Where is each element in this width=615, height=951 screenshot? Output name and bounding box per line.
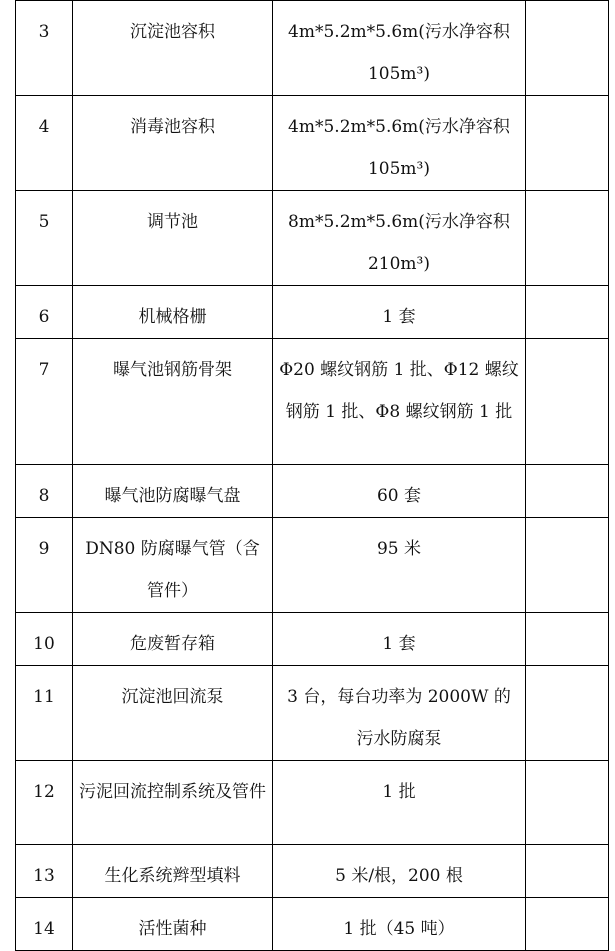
item-name: 危废暂存箱	[73, 613, 273, 666]
row-number: 6	[16, 286, 73, 339]
item-note	[526, 613, 609, 666]
row-number: 7	[16, 339, 73, 465]
item-name: 沉淀池回流泵	[73, 666, 273, 761]
item-note	[526, 666, 609, 761]
item-name: 生化系统辫型填料	[73, 845, 273, 898]
item-name: 沉淀池容积	[73, 1, 273, 96]
item-name: 活性菌种	[73, 898, 273, 951]
table-row	[16, 845, 609, 898]
table-row	[16, 286, 609, 339]
row-number: 10	[16, 613, 73, 666]
item-name: 消毒池容积	[73, 96, 273, 191]
table-row	[16, 761, 609, 845]
item-name: 曝气池钢筋骨架	[73, 339, 273, 465]
item-note	[526, 845, 609, 898]
row-number: 4	[16, 96, 73, 191]
table-row	[16, 666, 609, 761]
row-number: 3	[16, 1, 73, 96]
item-spec: Φ20 螺纹钢筋 1 批、Φ12 螺纹钢筋 1 批、Φ8 螺纹钢筋 1 批	[273, 339, 526, 465]
item-note	[526, 898, 609, 951]
item-spec: 8m*5.2m*5.6m(污水净容积210m³)	[273, 191, 526, 286]
row-number: 5	[16, 191, 73, 286]
item-note	[526, 1, 609, 96]
table-row	[16, 613, 609, 666]
table-row	[16, 465, 609, 518]
item-spec: 1 批（45 吨）	[273, 898, 526, 951]
item-spec: 4m*5.2m*5.6m(污水净容积105m³)	[273, 1, 526, 96]
row-number: 12	[16, 761, 73, 845]
table-row	[16, 339, 609, 465]
item-note	[526, 339, 609, 465]
row-number: 9	[16, 518, 73, 613]
table-row	[16, 96, 609, 191]
equipment-table	[15, 0, 609, 951]
item-name: 调节池	[73, 191, 273, 286]
item-name: 曝气池防腐曝气盘	[73, 465, 273, 518]
row-number: 11	[16, 666, 73, 761]
item-name: 污泥回流控制系统及管件	[73, 761, 273, 845]
table-row	[16, 1, 609, 96]
row-number: 14	[16, 898, 73, 951]
item-spec: 1 批	[273, 761, 526, 845]
item-spec: 5 米/根，200 根	[273, 845, 526, 898]
item-spec: 1 套	[273, 286, 526, 339]
item-note	[526, 761, 609, 845]
item-name: 机械格栅	[73, 286, 273, 339]
item-note	[526, 96, 609, 191]
item-spec: 60 套	[273, 465, 526, 518]
row-number: 8	[16, 465, 73, 518]
item-name: DN80 防腐曝气管（含管件）	[73, 518, 273, 613]
table-row	[16, 191, 609, 286]
table-row	[16, 518, 609, 613]
item-spec: 3 台，每台功率为 2000W 的污水防腐泵	[273, 666, 526, 761]
item-note	[526, 191, 609, 286]
row-number: 13	[16, 845, 73, 898]
item-note	[526, 465, 609, 518]
item-spec: 4m*5.2m*5.6m(污水净容积105m³)	[273, 96, 526, 191]
item-spec: 95 米	[273, 518, 526, 613]
item-spec: 1 套	[273, 613, 526, 666]
item-note	[526, 286, 609, 339]
item-note	[526, 518, 609, 613]
table-row	[16, 898, 609, 951]
